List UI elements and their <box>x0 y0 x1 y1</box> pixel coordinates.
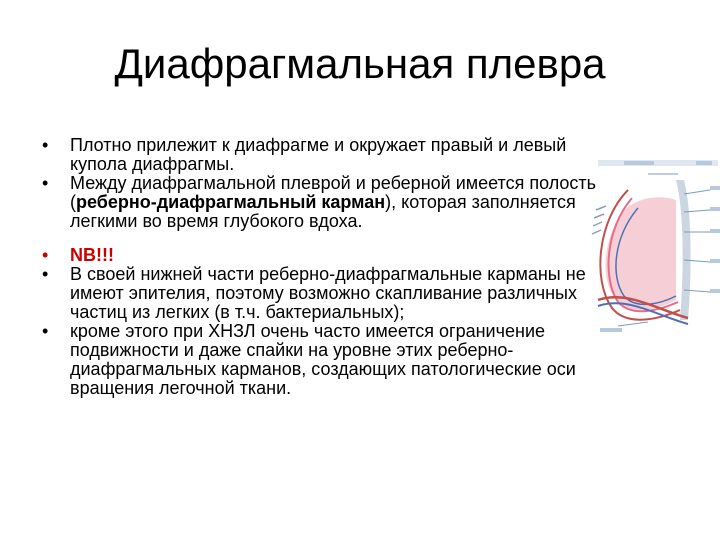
bullet-text: Плотно прилежит к диафрагме и окружает правый и левый купола диафрагмы. <box>70 135 567 174</box>
nb-text: NB!!! <box>70 245 114 265</box>
chest-wall-band <box>676 180 691 320</box>
ribs <box>592 206 606 234</box>
bullet-text: В своей нижней части реберно-диафрагмальные карманы не имеют эпителия, поэтому возможно скапливание различных частиц из легких (в т.ч. бактериальных); <box>70 264 586 322</box>
bullet-item <box>40 174 600 231</box>
bullet-item <box>40 322 600 398</box>
bullet-dot: • <box>42 321 49 341</box>
bullet-list <box>40 136 600 398</box>
bullet-dot: • <box>42 245 49 265</box>
bullet-text: кроме этого при ХНЗЛ очень часто имеется ограничение подвижности и даже спайки на уровне этих реберно-диафрагмальных карманов, создающих патологические оси вращения легочной ткани. <box>70 321 576 398</box>
bullet-item <box>40 265 600 322</box>
bullet-text-post: ), которая заполняется легкими во время глубокого вдоха. <box>70 192 576 231</box>
diagram-label-top <box>624 161 654 165</box>
pleura-diagram-svg <box>588 150 720 440</box>
pleura-diagram <box>588 150 720 440</box>
bullet-text-pre: Между диафрагмальной плеврой и реберной имеется полость ( <box>70 173 597 212</box>
bullet-item-nb <box>40 246 600 265</box>
bullet-dot: • <box>42 173 49 193</box>
bullet-text-bold: реберно-диафрагмальный карман <box>76 192 386 212</box>
slide-title: Диафрагмальная плевра <box>114 40 606 87</box>
lung-region <box>606 197 676 310</box>
diagram-label-top-right <box>696 161 712 165</box>
bullet-dot: • <box>42 135 49 155</box>
bullet-dot: • <box>42 264 49 284</box>
bullet-item <box>40 136 600 174</box>
